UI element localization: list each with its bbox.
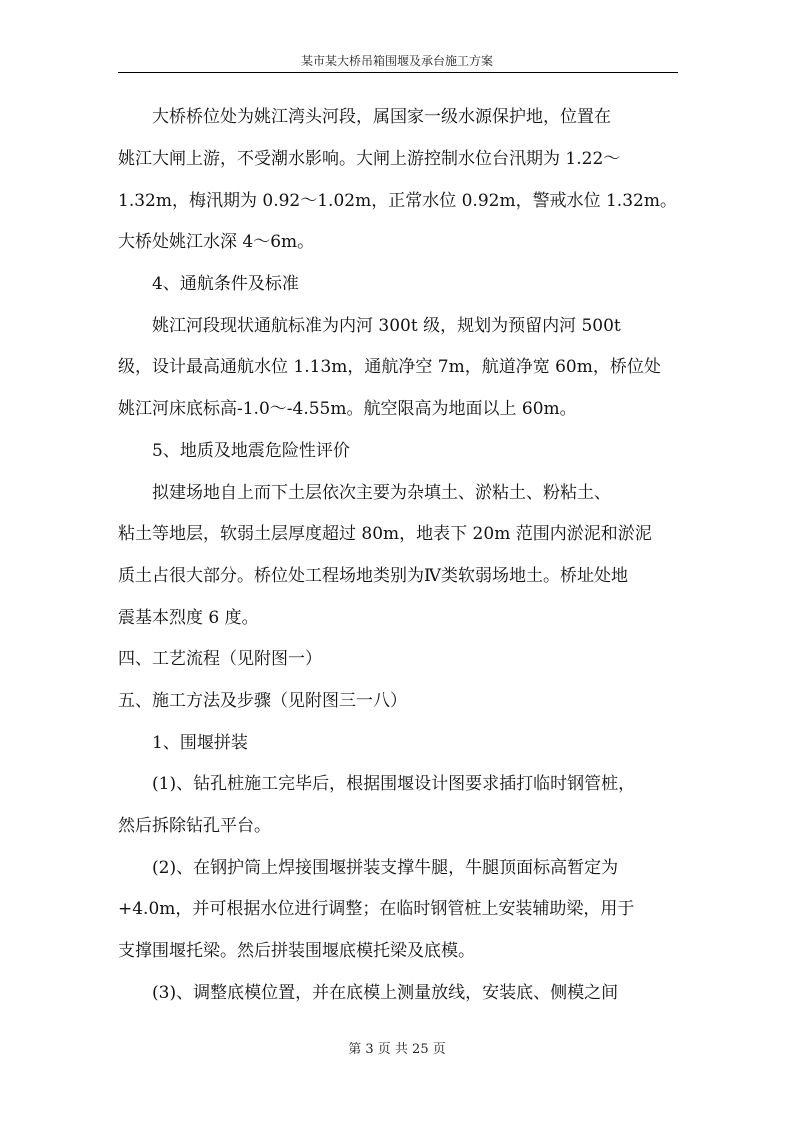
text-line: 质土占很大部分。桥位处工程场地类别为Ⅳ类软弱场地土。桥址处地	[118, 566, 628, 586]
section-heading: 5、地质及地震危险性评价	[118, 441, 350, 461]
text-line: 级，设计最高通航水位 1.13m，通航净空 7m，航道净宽 60m，桥位处	[118, 357, 661, 377]
text-line: (1)、钻孔桩施工完毕后，根据围堰设计图要求插打临时钢管桩，	[118, 774, 636, 794]
text-line: 姚江河床底标高-1.0～-4.55m。航空限高为地面以上 60m。	[118, 399, 577, 419]
text-line: 支撑围堰托梁。然后拼装围堰底模托梁及底模。	[118, 941, 475, 961]
text-line: 姚江河段现状通航标准为内河 300t 级，规划为预留内河 500t	[118, 316, 621, 336]
running-header: 某市某大桥吊箱围堰及承台施工方案	[300, 54, 493, 68]
chapter-heading: 四、工艺流程（见附图一）	[118, 649, 322, 669]
section-heading: 4、通航条件及标准	[118, 274, 299, 294]
text-line: 大桥处姚江水深 4～6m。	[118, 232, 315, 252]
header-rule	[118, 72, 678, 73]
text-line: 震基本烈度 6 度。	[118, 608, 259, 628]
page-number: 第 3 页 共 25 页	[348, 1042, 446, 1057]
text-line: +4.0m，并可根据水位进行调整；在临时钢管桩上安装辅助梁，用于	[118, 899, 635, 919]
text-line: 姚江大闸上游，不受潮水影响。大闸上游控制水位台汛期为 1.22～	[118, 149, 621, 169]
text-line: (2)、在钢护筒上焊接围堰拼装支撑牛腿，牛腿顶面标高暂定为	[118, 858, 619, 878]
text-line: (3)、调整底模位置，并在底模上测量放线，安装底、侧模之间	[118, 983, 619, 1003]
text-line: 粘土等地层，软弱土层厚度超过 80m，地表下 20m 范围内淤泥和淤泥	[118, 524, 652, 544]
text-line: 大桥桥位处为姚江湾头河段，属国家一级水源保护地，位置在	[118, 107, 611, 127]
text-line: 1.32m，梅汛期为 0.92～1.02m，正常水位 0.92m，警戒水位 1.32m。	[118, 191, 677, 211]
text-line: 然后拆除钻孔平台。	[118, 816, 271, 836]
chapter-heading: 五、施工方法及步骤（见附图三一八）	[118, 691, 407, 711]
text-line: 拟建场地自上而下土层依次主要为杂填土、淤粘土、粉粘土、	[118, 483, 611, 503]
section-heading: 1、围堰拼装	[118, 733, 248, 753]
